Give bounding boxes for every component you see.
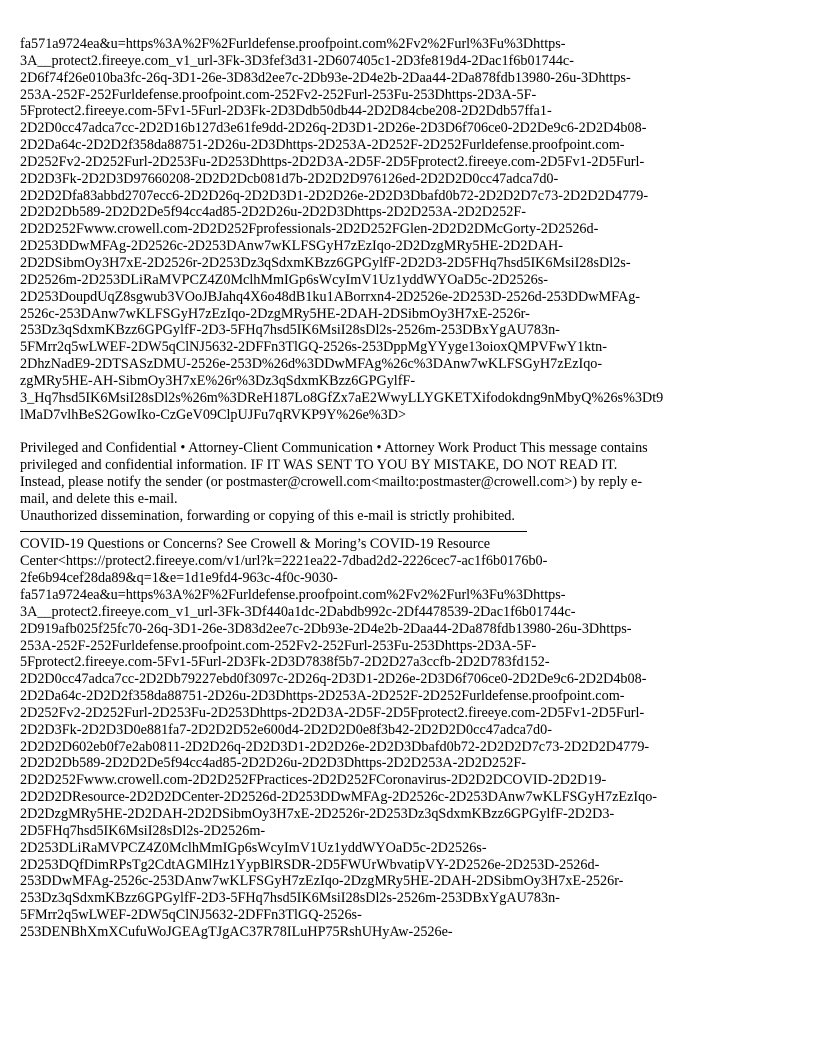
link-text-line: lMaD7vlhBeS2GowIko-CzGeV09ClpUJFu7qRVKP9Y%26e%3D> — [20, 406, 406, 423]
link-text-line: 2D2D3Fk-2D2D3D0e881fa7-2D2D2D52e600d4-2D2D2D0e8f3b42-2D2D2D0cc47adca7d0- — [20, 721, 552, 738]
link-text-line: 2D253DLiRaMVPCZ4Z0MclhMmIGp6sWcyImV1Uz1yddWYOaD5c-2D2526s- — [20, 839, 487, 856]
link-text-line: 2DhzNadE9-2DTSASzDMU-2526e-253D%26d%3DDwMFAg%26c%3DAnw7wKLFSGyH7zEzIqo- — [20, 356, 603, 373]
link-text-line: Center<https://protect2.fireeye.com/v1/url?k=2221ea22-7dbad2d2-2226cec7-ac1f6b0176b0- — [20, 553, 548, 570]
covid-resource-link-block — [20, 536, 800, 940]
link-text-line: 2D2D2Db589-2D2D2De5f94cc4ad85-2D2D26u-2D2D3Dhttps-2D2D253A-2D2D252F- — [20, 204, 526, 221]
link-text-line: 2D253DDwMFAg-2D2526c-2D253DAnw7wKLFSGyH7zEzIqo-2D2DzgMRy5HE-2D2DAH- — [20, 238, 563, 255]
link-text-line: 5Fprotect2.fireeye.com-5Fv1-5Furl-2D3Fk-2D3Ddb50db44-2D2D84cbe208-2D2Ddb57ffa1- — [20, 103, 552, 120]
link-text-line: 2526c-253DAnw7wKLFSGyH7zEzIqo-2DzgMRy5HE-2DAH-2DSibmOy3H7xE-2526r- — [20, 305, 530, 322]
notice-text-line: Privileged and Confidential • Attorney-Client Communication • Attorney Work Product This message contains — [20, 440, 648, 457]
link-text-line: 2fe6b94cef28da89&q=1&e=1d1e9fd4-963c-4f0c-9030- — [20, 570, 338, 587]
confidentiality-notice — [20, 440, 800, 524]
link-text-line: 2D2D0cc47adca7cc-2D2D16b127d3e61fe9dd-2D26q-2D3D1-2D26e-2D3D6f706ce0-2D2De9c6-2D2D4b08- — [20, 120, 647, 137]
link-text-line: 253DENBhXmXCufuWoJGEAgTJgAC37R78ILuHP75RshUHyAw-2526e- — [20, 923, 453, 940]
link-text-line: 2D252Fv2-2D252Furl-2D253Fu-2D253Dhttps-2D2D3A-2D5F-2D5Fprotect2.fireeye.com-2D5Fv1-2D5Furl- — [20, 704, 645, 721]
link-text-line: fa571a9724ea&u=https%3A%2F%2Furldefense.proofpoint.com%2Fv2%2Furl%3Fu%3Dhttps- — [20, 587, 566, 603]
link-text-line: 253Dz3qSdxmKBzz6GPGylfF-2D3-5FHq7hsd5IK6MsiI28sDl2s-2526m-253DBxYgAU783n- — [20, 890, 560, 907]
link-text-line: 2D919afb025f25fc70-26q-3D1-26e-3D83d2ee7c-2Db93e-2D4e2b-2Daa44-2Da878fdb13980-26u-3Dhttps- — [20, 620, 632, 637]
notice-text-line: privileged and confidential information. IF IT WAS SENT TO YOU BY MISTAKE, DO NOT READ IT. — [20, 457, 618, 474]
link-text-line: 2D6f74f26e010ba3fc-26q-3D1-26e-3D83d2ee7c-2Db93e-2D4e2b-2Daa44-2Da878fdb13980-26u-3Dhttps- — [20, 69, 631, 86]
link-text-line: 2D5FHq7hsd5IK6MsiI28sDl2s-2D2526m- — [20, 822, 266, 839]
link-text-line: 2D2526m-2D253DLiRaMVPCZ4Z0MclhMmIGp6sWcyImV1Uz1yddWYOaD5c-2D2526s- — [20, 271, 549, 288]
link-text-line: 5Fprotect2.fireeye.com-5Fv1-5Furl-2D3Fk-2D3D7838f5b7-2D2D27a3ccfb-2D2D783fd152- — [20, 654, 550, 671]
link-text-line: 2D2DzgMRy5HE-2D2DAH-2D2DSibmOy3H7xE-2D2526r-2D253Dz3qSdxmKBzz6GPGylfF-2D2D3- — [20, 805, 615, 822]
link-text-line: 3A__protect2.fireeye.com_v1_url-3Fk-3Df440a1dc-2Dabdb992c-2Df4478539-2Dac1f6b01744c- — [20, 603, 576, 620]
link-text-line: 3_Hq7hsd5IK6MsiI28sDl2s%26m%3DReH187Lo8GfZx7aE2WwyLLYGKETXifodokdng9nMbyQ%26s%3Dt9 — [20, 389, 664, 406]
link-text-line: 2D253DQfDimRPsTg2CdtAGMlHz1YypBlRSDR-2D5FWUrWbvatipVY-2D2526e-2D253D-2526d- — [20, 856, 600, 873]
link-text-line: 253Dz3qSdxmKBzz6GPGylfF-2D3-5FHq7hsd5IK6MsiI28sDl2s-2526m-253DBxYgAU783n- — [20, 322, 560, 339]
link-text-line: 2D2DSibmOy3H7xE-2D2526r-2D253Dz3qSdxmKBzz6GPGylfF-2D2D3-2D5FHq7hsd5IK6MsiI28sDl2s- — [20, 254, 631, 271]
link-text-line: 2D253DoupdUqZ8sgwub3VOoJBJahq4X6o48dB1ku1ABorrxn4-2D2526e-2D253D-2526d-253DDwMFAg- — [20, 288, 641, 305]
link-text-line: 5FMrr2q5wLWEF-2DW5qClNJ5632-2DFFn3TlGQ-2526s- — [20, 907, 362, 924]
email-body — [20, 36, 800, 941]
link-text-line: 2D2D252Fwww.crowell.com-2D2D252FPractices-2D2D252FCoronavirus-2D2D2DCOVID-2D2D19- — [20, 772, 607, 789]
link-text-line: 253A-252F-252Furldefense.proofpoint.com-252Fv2-252Furl-253Fu-253Dhttps-2D3A-5F- — [20, 637, 537, 654]
link-text-line: fa571a9724ea&u=https%3A%2F%2Furldefense.proofpoint.com%2Fv2%2Furl%3Fu%3Dhttps- — [20, 36, 566, 52]
link-text-line: 2D252Fv2-2D252Furl-2D253Fu-2D253Dhttps-2D2D3A-2D5F-2D5Fprotect2.fireeye.com-2D5Fv1-2D5Furl- — [20, 153, 645, 170]
link-text-line: COVID-19 Questions or Concerns? See Crowell & Moring’s COVID-19 Resource — [20, 536, 491, 553]
link-text-line: 2D2D252Fwww.crowell.com-2D2D252Fprofessionals-2D2D252FGlen-2D2D2DMcGorty-2D2526d- — [20, 221, 599, 238]
notice-text-line: Instead, please notify the sender (or postmaster@crowell.com<mailto:postmaster@crowell.com>) by reply e- — [20, 473, 643, 490]
link-text-line: 2D2D2DResource-2D2D2DCenter-2D2526d-2D253DDwMFAg-2D2526c-2D253DAnw7wKLFSGyH7zEzIqo- — [20, 789, 658, 806]
link-text-line: 2D2D2Dfa83abbd2707ecc6-2D2D26q-2D2D3D1-2D2D26e-2D2D3Dbafd0b72-2D2D2D7c73-2D2D2D4779- — [20, 187, 649, 204]
signature-separator — [20, 531, 527, 532]
link-text-line: 2D2D2D602eb0f7e2ab0811-2D2D26q-2D2D3D1-2D2D26e-2D2D3Dbafd0b72-2D2D2D7c73-2D2D2D4779- — [20, 738, 650, 755]
link-text-line: 2D2Da64c-2D2D2f358da88751-2D26u-2D3Dhttps-2D253A-2D252F-2D252Furldefense.proofpoint.com- — [20, 137, 625, 154]
link-text-line: 5FMrr2q5wLWEF-2DW5qClNJ5632-2DFFn3TlGQ-2526s-253DppMgYYyge13oioxQMPVFwY1ktn- — [20, 339, 607, 356]
link-text-line: zgMRy5HE-AH-SibmOy3H7xE%26r%3Dz3qSdxmKBzz6GPGylfF- — [20, 372, 416, 389]
notice-text-line: Unauthorized dissemination, forwarding or copying of this e-mail is strictly prohibited. — [20, 507, 515, 524]
link-text-line: 2D2D2Db589-2D2D2De5f94cc4ad85-2D2D26u-2D2D3Dhttps-2D2D253A-2D2D252F- — [20, 755, 526, 772]
paragraph-gap — [20, 423, 800, 440]
link-text-line: 253A-252F-252Furldefense.proofpoint.com-252Fv2-252Furl-253Fu-253Dhttps-2D3A-5F- — [20, 86, 537, 103]
link-text-line: 2D2Da64c-2D2D2f358da88751-2D26u-2D3Dhttps-2D253A-2D252F-2D252Furldefense.proofpoint.com- — [20, 688, 625, 705]
url-defense-link-block — [20, 36, 800, 423]
link-text-line: 2D2D0cc47adca7cc-2D2Db79227ebd0f3097c-2D26q-2D3D1-2D26e-2D3D6f706ce0-2D2De9c6-2D2D4b08- — [20, 671, 647, 688]
link-text-line: 2D2D3Fk-2D2D3D97660208-2D2D2Dcb081d7b-2D2D2D976126ed-2D2D2D0cc47adca7d0- — [20, 170, 559, 187]
notice-text-line: mail, and delete this e-mail. — [20, 490, 178, 507]
link-text-line: 3A__protect2.fireeye.com_v1_url-3Fk-3D3fef3d31-2D607405c1-2D3fe819d4-2Dac1f6b01744c- — [20, 52, 574, 69]
link-text-line: 253DDwMFAg-2526c-253DAnw7wKLFSGyH7zEzIqo-2DzgMRy5HE-2DAH-2DSibmOy3H7xE-2526r- — [20, 873, 624, 890]
